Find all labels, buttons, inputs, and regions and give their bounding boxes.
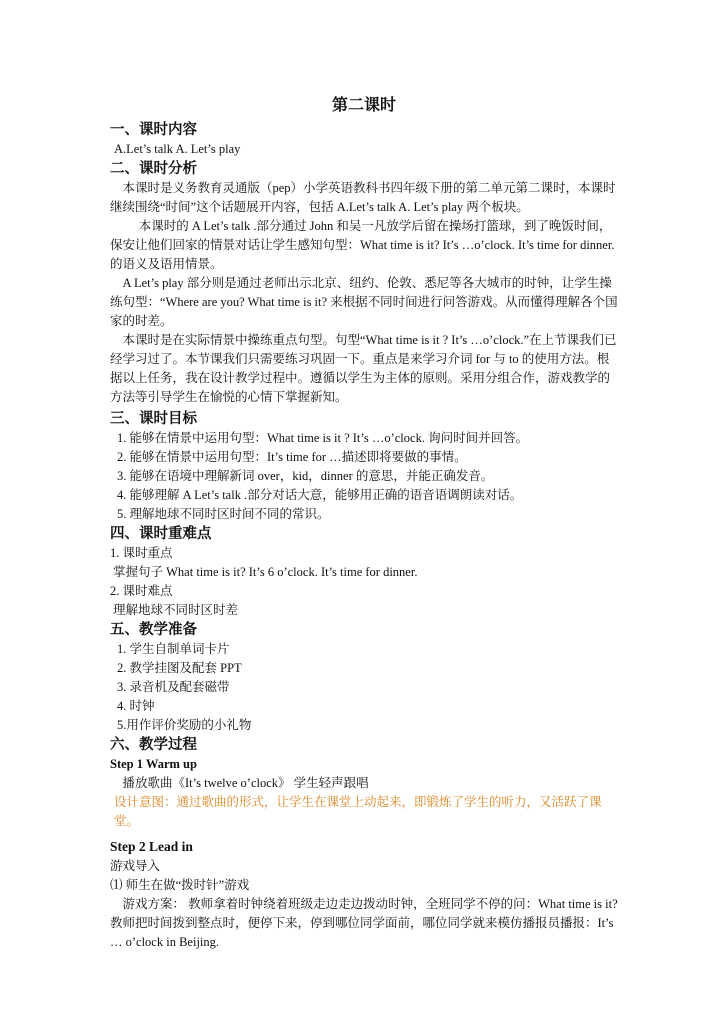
section-heading-objectives: 三、课时目标 [110, 411, 197, 427]
step2-title: Step 2 Lead in [110, 839, 193, 854]
key-point-text: 掌握句子 What time is it? It’s 6 o’clock. It’s time for dinner. [113, 565, 418, 579]
analysis-paragraph-3: A Let’s play 部分则是通过老师出示北京、纽约、伦敦、悉尼等各大城市的时钟，让学生操练句型：“Where are you? What time is it? 来根据不同时间进行问答游戏。从而懂得理解各个国家的时差。 [110, 276, 618, 328]
objective-item-2: 2. 能够在情景中运用句型：It’s time for …描述即将要做的事情。 [117, 450, 467, 464]
objective-item-3: 3. 能够在语境中理解新词 over，kid，dinner 的意思，并能正确发音。 [117, 469, 494, 483]
section-heading-analysis: 二、课时分析 [110, 161, 197, 177]
prep-item-2: 2. 教学挂图及配套 PPT [117, 661, 242, 675]
objective-item-1: 1. 能够在情景中运用句型：What time is it ? It’s …o’clock. 询问时间并回答。 [117, 431, 529, 445]
lesson-content-line: A.Let’s talk A. Let’s play [114, 142, 241, 156]
step1-line: 播放歌曲《It’s twelve o’clock》 学生轻声跟唱 [122, 776, 369, 790]
section-heading-key-points: 四、课时重难点 [110, 526, 212, 542]
difficulty-text: 理解地球不同时区时差 [113, 603, 239, 617]
step2-game-plan: 游戏方案： 教师拿着时钟绕着班级走边走边拨动时钟，全班同学不停的问：What time is it? 教师把时间拨到整点时，便停下来，停到哪位同学面前，哪位同学就来模仿播报员播报：It’s … o’clock in Beijing. [110, 897, 618, 949]
step1-design-intent: 设计意图：通过歌曲的形式，让学生在课堂上动起来，即锻炼了学生的听力，又活跃了课堂。 [114, 795, 602, 828]
prep-item-4: 4. 时钟 [117, 699, 155, 713]
section-heading-process: 六、教学过程 [110, 737, 197, 753]
difficulty-label: 2. 课时难点 [110, 584, 173, 598]
objective-item-4: 4. 能够理解 A Let’s talk .部分对话大意，能够用正确的语音语调朗读对话。 [117, 488, 523, 502]
prep-item-3: 3. 录音机及配套磁带 [117, 680, 230, 694]
analysis-paragraph-4: 本课时是在实际情景中操练重点句型。句型“What time is it ? It’s …o’clock.”在上节课我们已经学习过了。本节课我们只需要练习巩固一下。重点是来学习介词 for 与 to 的使用方法。根据以上任务，我在设计教学过程中。遵循以学生为主体的原则。采用分组合作，游戏教学的方法等引导学生在愉悦的心情下掌握新知。 [110, 333, 617, 404]
document-content [110, 96, 618, 952]
page-title: 第二课时 [331, 97, 396, 114]
analysis-paragraph-2: 本课时的 A Let’s talk .部分通过 John 和吴一凡放学后留在操场打篮球，到了晚饭时间，保安让他们回家的情景对话让学生感知句型：What time is it? It’s …o’clock. It’s time for dinner.的语义及语用情景。 [110, 219, 615, 271]
prep-item-1: 1. 学生自制单词卡片 [117, 642, 230, 656]
step2-item: ⑴ 师生在做“拨时针”游戏 [110, 878, 250, 892]
step1-title: Step 1 Warm up [110, 757, 197, 771]
section-heading-preparation: 五、教学准备 [110, 622, 197, 638]
prep-item-5: 5.用作评价奖励的小礼物 [117, 718, 252, 732]
objective-item-5: 5. 理解地球不同时区时间不同的常识。 [117, 507, 330, 521]
section-heading-content: 一、课时内容 [110, 122, 197, 138]
step2-subtitle: 游戏导入 [110, 859, 161, 873]
key-point-label: 1. 课时重点 [110, 546, 173, 560]
analysis-paragraph-1: 本课时是义务教育灵通版（pep）小学英语教科书四年级下册的第二单元第二课时，本课时继续围绕“时间”这个话题展开内容，包括 A.Let’s talk A. Let’s play 两个板块。 [110, 181, 616, 214]
